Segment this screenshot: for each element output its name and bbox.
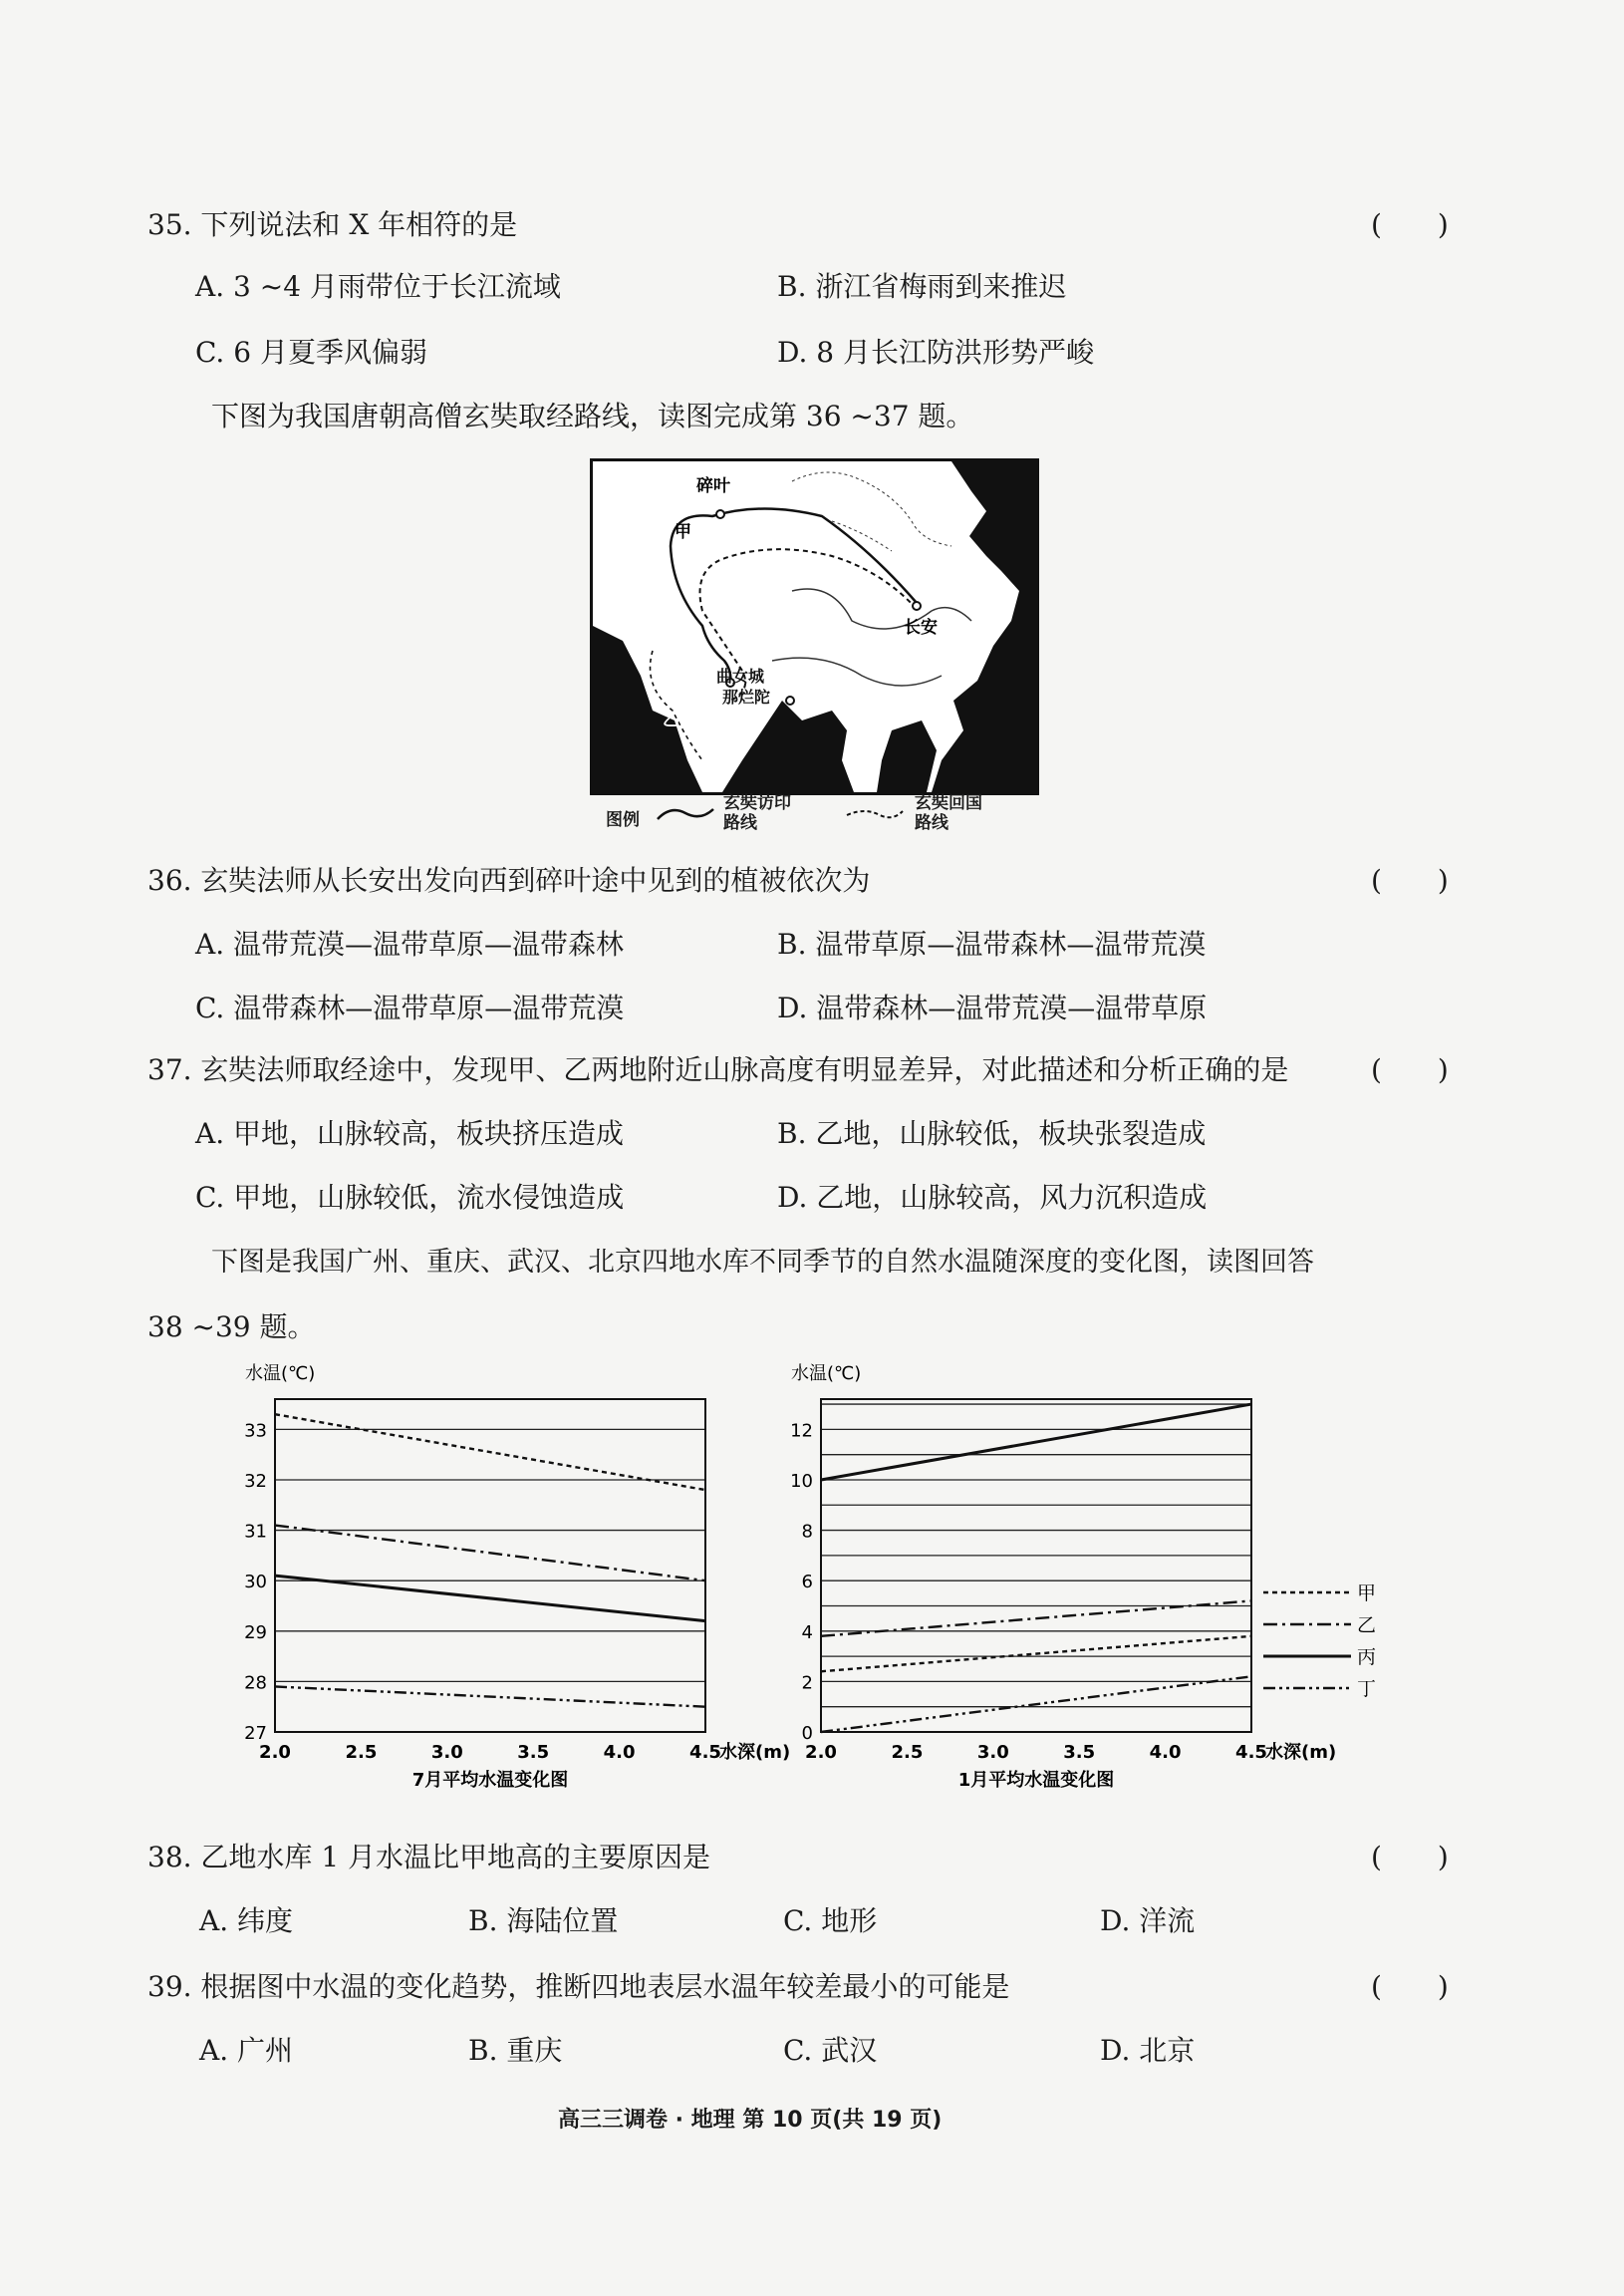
y-tick-label: 6 (801, 1572, 813, 1593)
q37-option-b: B. 乙地，山脉较低，板块张裂造成 (777, 1117, 1207, 1150)
legend-return: 玄奘回国路线 (915, 793, 982, 833)
y-tick-label: 30 (244, 1572, 267, 1593)
legend-outbound: 玄奘访印路线 (723, 793, 791, 833)
label-nalanda: 那烂陀 (722, 688, 771, 707)
intro-38-39-line1: 下图是我国广州、重庆、武汉、北京四地水库不同季节的自然水温随深度的变化图，读图回答 (211, 1247, 1314, 1278)
legend-title: 图例 (606, 810, 640, 830)
series-line-丁 (821, 1676, 1251, 1732)
q39-option-d: D. 北京 (1100, 2034, 1196, 2067)
series-line-丁 (275, 1686, 705, 1706)
y-tick-label: 2 (801, 1672, 813, 1694)
x-tick-label: 4.0 (1149, 1742, 1182, 1763)
x-tick-label: 2.0 (805, 1742, 837, 1763)
january-water-temp-chart (757, 1363, 1415, 1826)
label-jia: 甲 (675, 522, 691, 542)
label-yi: 乙 (663, 711, 679, 730)
legend-solid-line (656, 803, 715, 823)
series-line-丙 (275, 1576, 705, 1621)
y-axis-title: 水温(℃) (245, 1363, 316, 1384)
q39-option-a: A. 广州 (199, 2034, 294, 2067)
legend-dashed-line (845, 803, 905, 823)
y-tick-label: 33 (244, 1420, 267, 1442)
y-tick-label: 8 (801, 1521, 813, 1543)
january-chart-svg (757, 1363, 1415, 1822)
q39-stem: 39. 根据图中水温的变化趋势，推断四地表层水温年较差最小的可能是 (147, 1970, 1010, 2003)
label-changan: 长安 (904, 618, 938, 638)
q36-option-b: B. 温带草原—温带森林—温带荒漠 (777, 928, 1207, 961)
x-tick-label: 2.5 (345, 1742, 378, 1763)
q35-stem: 35. 下列说法和 X 年相符的是 (147, 208, 518, 241)
q37-answer-paren: ( ) (1371, 1053, 1449, 1086)
q38-answer-paren: ( ) (1371, 1841, 1449, 1873)
x-axis-title: 水深(m) (719, 1742, 791, 1763)
q37-option-c: C. 甲地，山脉较低，流水侵蚀造成 (195, 1181, 625, 1214)
intro-36-37: 下图为我国唐朝高僧玄奘取经路线，读图完成第 36 ~37 题。 (211, 400, 974, 432)
chart-title: 1月平均水温变化图 (957, 1770, 1115, 1791)
y-tick-label: 31 (244, 1521, 267, 1543)
y-tick-label: 0 (801, 1723, 813, 1744)
q38-option-a: A. 纬度 (199, 1904, 294, 1937)
indian-ocean (593, 626, 702, 792)
x-tick-label: 4.5 (689, 1742, 721, 1763)
y-axis-title: 水温(℃) (791, 1363, 862, 1384)
y-tick-label: 12 (790, 1420, 813, 1442)
q36-option-d: D. 温带森林—温带荒漠—温带草原 (777, 992, 1208, 1024)
map-drawing (593, 461, 1036, 792)
x-axis-title: 水深(m) (1265, 1742, 1337, 1763)
q35-option-d: D. 8 月长江防洪形势严峻 (777, 336, 1094, 369)
q35-option-b: B. 浙江省梅雨到来推迟 (777, 270, 1067, 303)
q38-option-b: B. 海陆位置 (468, 1904, 619, 1937)
y-tick-label: 28 (244, 1672, 267, 1694)
x-tick-label: 2.0 (259, 1742, 291, 1763)
q39-option-c: C. 武汉 (783, 2034, 878, 2067)
river-1 (792, 589, 971, 629)
x-tick-label: 2.5 (891, 1742, 924, 1763)
river-2 (772, 658, 942, 686)
series-line-乙 (275, 1526, 705, 1581)
q38-option-d: D. 洋流 (1100, 1904, 1196, 1937)
legend-label-丙: 丙 (1357, 1646, 1377, 1668)
q37-stem: 37. 玄奘法师取经途中，发现甲、乙两地附近山脉高度有明显差异，对此描述和分析正确的是 (147, 1053, 1289, 1086)
x-tick-label: 3.0 (430, 1742, 463, 1763)
series-line-丙 (821, 1404, 1251, 1480)
changan-dot (913, 602, 921, 610)
series-line-甲 (275, 1414, 705, 1490)
q38-option-c: C. 地形 (783, 1904, 878, 1937)
y-tick-label: 32 (244, 1470, 267, 1492)
map-legend (606, 793, 1024, 841)
q36-option-c: C. 温带森林—温带草原—温带荒漠 (195, 992, 625, 1024)
suiye-dot (716, 510, 724, 518)
july-water-temp-chart (229, 1363, 817, 1826)
y-tick-label: 27 (244, 1723, 267, 1744)
q39-answer-paren: ( ) (1371, 1970, 1449, 2003)
q36-stem: 36. 玄奘法师从长安出发向西到碎叶途中见到的植被依次为 (147, 864, 871, 897)
x-tick-label: 3.5 (517, 1742, 550, 1763)
q36-option-a: A. 温带荒漠—温带草原—温带森林 (195, 928, 625, 961)
intro-38-39-line2: 38 ~39 题。 (147, 1310, 316, 1343)
south-china-sea (877, 720, 937, 792)
label-qunv: 曲女城 (716, 667, 765, 686)
nalanda-dot (786, 697, 794, 705)
x-tick-label: 4.0 (603, 1742, 636, 1763)
y-tick-label: 4 (801, 1621, 813, 1643)
label-suiye: 碎叶 (696, 476, 730, 496)
legend-label-丁: 丁 (1357, 1678, 1377, 1700)
page-footer: 高三三调卷 · 地理 第 10 页(共 19 页) (558, 2108, 943, 2133)
q37-option-d: D. 乙地，山脉较高，风力沉积造成 (777, 1181, 1208, 1214)
x-tick-label: 3.0 (976, 1742, 1009, 1763)
series-line-甲 (821, 1636, 1251, 1671)
x-tick-label: 4.5 (1235, 1742, 1267, 1763)
july-chart-svg (229, 1363, 817, 1822)
xuanzang-route-map (590, 458, 1039, 795)
border-1 (792, 472, 951, 546)
legend-label-甲: 甲 (1357, 1582, 1377, 1604)
y-tick-label: 10 (790, 1470, 813, 1492)
q35-answer-paren: ( ) (1371, 208, 1449, 241)
x-tick-label: 3.5 (1063, 1742, 1096, 1763)
q37-option-a: A. 甲地，山脉较高，板块挤压造成 (195, 1117, 625, 1150)
y-tick-label: 29 (244, 1621, 267, 1643)
q35-option-a: A. 3 ~4 月雨带位于长江流域 (195, 270, 561, 303)
chart-title: 7月平均水温变化图 (411, 1770, 569, 1791)
bay-of-bengal (722, 701, 854, 792)
outbound-route (671, 509, 917, 687)
q38-stem: 38. 乙地水库 1 月水温比甲地高的主要原因是 (147, 1841, 711, 1873)
legend-label-乙: 乙 (1357, 1614, 1377, 1636)
east-sea (932, 461, 1036, 792)
q35-option-c: C. 6 月夏季风偏弱 (195, 336, 427, 369)
q36-answer-paren: ( ) (1371, 864, 1449, 897)
q39-option-b: B. 重庆 (468, 2034, 563, 2067)
